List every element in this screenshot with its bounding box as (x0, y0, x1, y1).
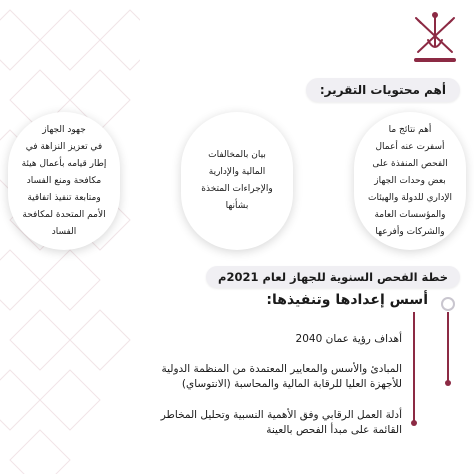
annual-plan-header: خطة الفحص السنوية للجهاز لعام 2021م (206, 266, 460, 288)
card-text: أهم نتائج ما أسفرت عنه أعمال الفحص المنفذة على بعض وحدات الجهاز الإداري للدولة والهيئات والمؤسسات العامة والشركات وأفرعها (368, 124, 452, 237)
basis-item-intosai-standards: المبادئ والأسس والمعايير المعتمدة من المنظمة الدولية للأجهزة العليا للرقابة المالية والمحاسبة (الانتوساي) (161, 363, 402, 390)
basis-title: أسس إعدادها وتنفيذها: (266, 292, 428, 308)
timeline-line (413, 312, 415, 422)
timeline-line (447, 312, 449, 382)
card-text: جهود الجهاز في تعزيز النزاهة في إطار قيامه بأعمال هيئة مكافحة ومنع الفساد ومتابعة تنفيذ اتفاقية الأمم المتحدة لمكافحة الفساد (21, 124, 107, 237)
timeline-dot (445, 380, 451, 386)
card-text: بيان بالمخالفات المالية والإدارية والإجراءات المتخذة بشأنها (201, 150, 273, 211)
report-content-card-findings (354, 112, 466, 250)
report-content-card-integrity (8, 112, 120, 250)
basis-item-vision-2040: أهداف رؤية عمان 2040 (295, 333, 402, 345)
ring-bullet-icon (440, 296, 456, 312)
report-content-card-violations (181, 112, 293, 250)
timeline-dot (411, 420, 417, 426)
oman-national-emblem-icon (404, 6, 466, 68)
basis-item-risk-analysis: أدلة العمل الرقابي وفق الأهمية النسبية وتحليل المخاطر القائمة على مبدأ الفحص بالعينة (160, 409, 402, 436)
report-contents-header: أهم محتويات التقرير: (306, 78, 460, 102)
